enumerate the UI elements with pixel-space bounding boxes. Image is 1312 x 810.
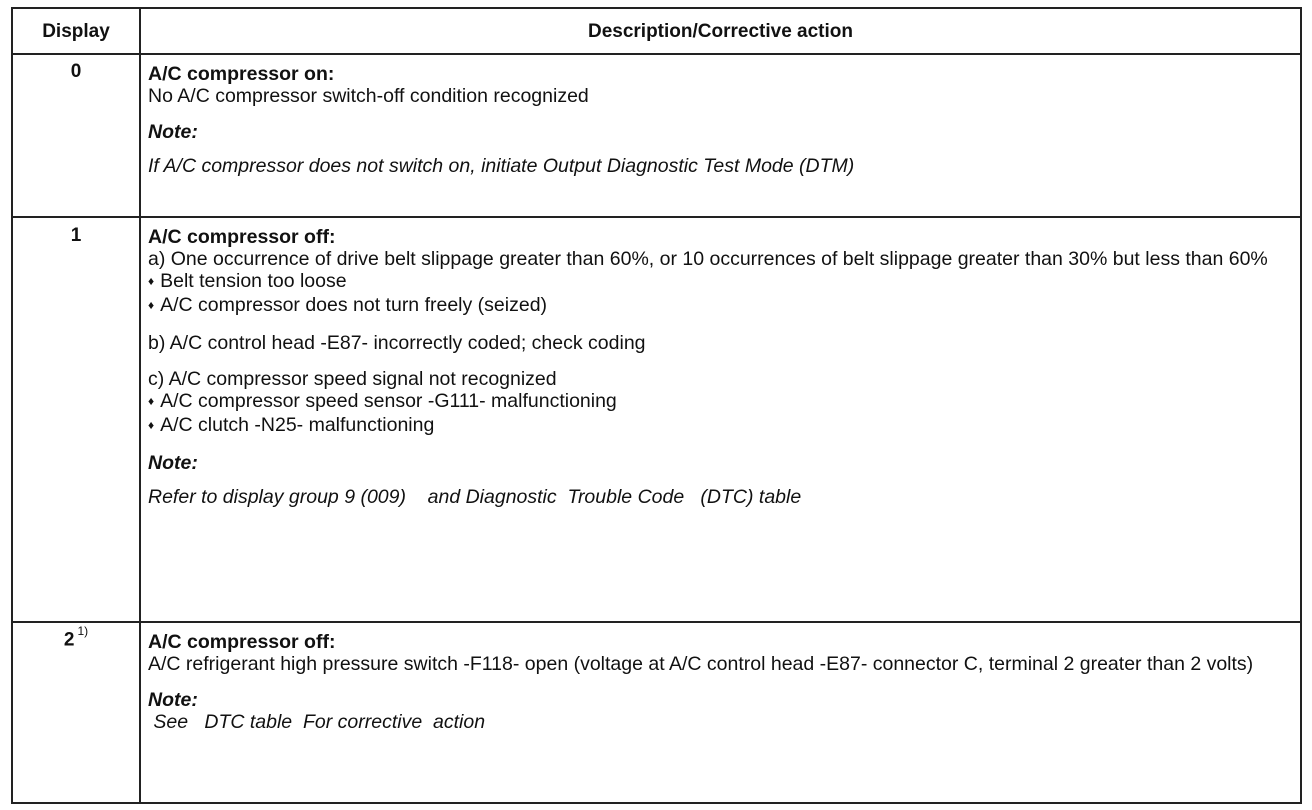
row-1-title: A/C compressor off: [148, 226, 336, 248]
row-0-line: No A/C compressor switch-off condition recognized [148, 85, 589, 107]
row-2-note-label: Note: [148, 689, 198, 711]
row-1-c-bullet: ♦ A/C compressor speed sensor -G111- malfunctioning [148, 390, 1292, 414]
header-description: Description/Corrective action [587, 21, 854, 42]
diagnostic-table [11, 7, 1302, 804]
row-1-description [148, 226, 1292, 508]
row-1-display: 1 [70, 225, 82, 246]
header-divider [13, 53, 1300, 55]
row-1-b-text: b) A/C control head -E87- incorrectly coded; check coding [148, 332, 646, 354]
header-display: Display [42, 21, 110, 42]
row-1-c-text: c) A/C compressor speed signal not recognized [148, 368, 557, 390]
row-1-note-label: Note: [148, 452, 198, 474]
row-2-description [148, 631, 1292, 733]
row-0-note-text: If A/C compressor does not switch on, initiate Output Diagnostic Test Mode (DTM) [148, 155, 855, 177]
row-divider [13, 216, 1300, 218]
row-1-c-bullet: ♦ A/C clutch -N25- malfunctioning [148, 414, 1292, 438]
row-0-description [148, 63, 1292, 177]
row-0-display: 0 [70, 61, 82, 82]
row-2-title: A/C compressor off: [148, 631, 336, 653]
row-2-line: A/C refrigerant high pressure switch -F118- open (voltage at A/C control head -E87- connector C, terminal 2 greater than 2 volts) [148, 653, 1254, 675]
row-1-note-text: Refer to display group 9 (009) and Diagnostic Trouble Code (DTC) table [148, 486, 802, 508]
row-2-note-text: See DTC table For corrective action [148, 711, 486, 733]
row-divider [13, 621, 1300, 623]
row-0-note-label: Note: [148, 121, 198, 143]
row-1-a-bullet: ♦ A/C compressor does not turn freely (seized) [148, 294, 1292, 318]
row-0-title: A/C compressor on: [148, 63, 335, 85]
row-1-a-bullet: ♦ Belt tension too loose [148, 270, 1292, 294]
row-2-display-value: 2 [63, 629, 75, 651]
row-2-footnote-marker: 1) [77, 624, 89, 638]
row-2-display [13, 624, 139, 651]
row-1-a-text: a) One occurrence of drive belt slippage greater than 60%, or 10 occurrences of belt slippage greater than 30% but less than 60% [148, 248, 1268, 270]
column-divider [139, 9, 141, 802]
